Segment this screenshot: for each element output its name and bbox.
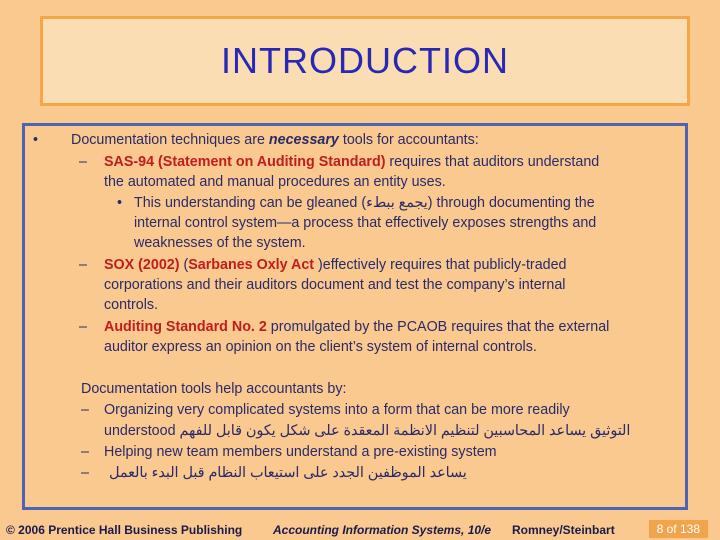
content-box <box>22 123 688 510</box>
intro-emphasis: necessary <box>268 132 339 148</box>
sub-3-line-b: auditor express an opinion on the client’s system of internal controls. <box>104 339 537 355</box>
tools-item-2: Helping new team members understand a pre-existing system <box>104 444 497 460</box>
slide-footer <box>0 519 720 540</box>
sub-3-text-a: promulgated by the PCAOB requires that the external <box>266 319 610 335</box>
sub-1-text-a: requires that auditors understand <box>385 154 600 170</box>
footer-authors: Romney/Steinbart <box>512 523 615 537</box>
sub-3-dash: – <box>79 319 87 335</box>
tools-item-3-dash: – <box>81 465 89 481</box>
sub-1-dash: – <box>79 154 87 170</box>
footer-book-title: Accounting Information Systems, 10/e <box>273 523 492 537</box>
subsub-text-pre: This understanding can be gleaned ( <box>134 195 367 211</box>
title-box <box>40 16 690 106</box>
intro-post: tools for accountants: <box>338 132 479 148</box>
footer-copyright: © 2006 Prentice Hall Business Publishing <box>6 523 243 537</box>
bullet-intro <box>71 131 479 151</box>
sub-2-line-a <box>104 256 567 276</box>
subsub-line-c: weaknesses of the system. <box>134 235 306 251</box>
subsub-line-a <box>134 194 595 214</box>
sub-3-line-a <box>104 318 609 338</box>
sarbanes-oxly-label: Sarbanes Oxly Act <box>188 257 315 273</box>
arabic-gloss-gleaned: يجمع ببطء <box>366 195 428 211</box>
intro-pre: Documentation techniques are <box>71 132 269 148</box>
arabic-gloss-new-members: يساعد الموظفين الجدد على استيعاب النظام قبل البدء بالعمل <box>109 465 467 481</box>
sub-2-text-a: )effectively requires that publicly-traded <box>314 257 567 273</box>
sub-2-line-c: controls. <box>104 297 159 313</box>
tools-item-1-text-b: understood <box>104 423 176 439</box>
sub-2-line-b: corporations and their auditors document and test the company’s internal <box>104 277 566 293</box>
sas-94-label: SAS-94 (Statement on Auditing Standard) <box>104 154 386 170</box>
tools-item-2-dash: – <box>81 444 89 460</box>
sub-1-line-b: the automated and manual procedures an entity uses. <box>104 174 446 190</box>
footer-page-number: 8 of 138 <box>649 520 708 538</box>
tools-item-1-line-b <box>104 422 630 442</box>
slide-content <box>25 126 685 507</box>
tools-item-1-line-a: Organizing very complicated systems into a form that can be more readily <box>104 402 570 418</box>
slide-title: INTRODUCTION <box>221 40 509 81</box>
bullet-marker: • <box>33 132 39 148</box>
sox-paren: ( <box>179 257 189 273</box>
subsub-line-b: internal control system—a process that effectively exposes strengths and <box>134 215 597 231</box>
sub-1-line-a <box>104 153 599 173</box>
subsub-bullet: • <box>117 195 123 211</box>
arabic-gloss-organizing: التوثيق يساعد المحاسبين لتنظيم الانظمة المعقدة على شكل يكون قابل للفهم <box>179 423 631 439</box>
sox-label: SOX (2002) <box>104 257 180 273</box>
subsub-text-post: ) through documenting the <box>427 195 595 211</box>
sub-2-dash: – <box>79 257 87 273</box>
tools-item-1-dash: – <box>81 402 89 418</box>
tools-heading: Documentation tools help accountants by: <box>81 381 347 397</box>
as2-label: Auditing Standard No. 2 <box>104 319 267 335</box>
